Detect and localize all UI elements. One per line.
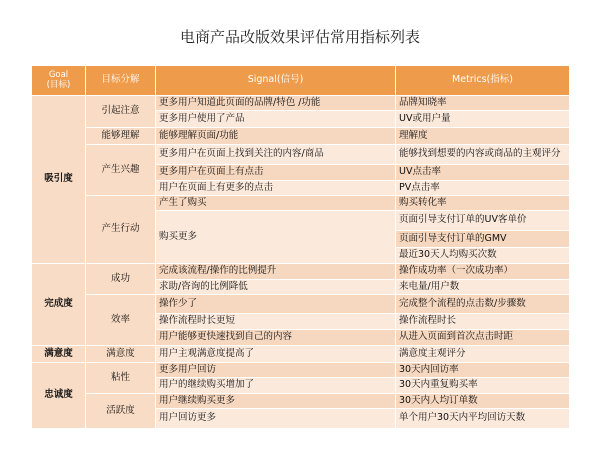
- metric-cell: 30天内人均订单数: [396, 394, 570, 409]
- metric-cell: 单个用户30天内平均回访天数: [396, 409, 570, 429]
- goal-attraction: 吸引度: [32, 96, 86, 264]
- category-activity: 活跃度: [86, 394, 156, 429]
- category-efficiency: 效率: [86, 295, 156, 346]
- signal-cell: 更多用户使用了产品: [156, 111, 396, 128]
- metric-cell: 理解度: [396, 128, 570, 145]
- header-goal-line1: Goal: [48, 69, 69, 80]
- signal-cell: 能够理解页面/功能: [156, 128, 396, 145]
- metric-cell: 能够找到想要的内容或商品的主观评分: [396, 145, 570, 165]
- signal-cell: 更多用户回访: [156, 363, 396, 378]
- page-title: 电商产品改版效果评估常用指标列表: [179, 28, 420, 46]
- category-interest: 产生兴趣: [86, 145, 156, 196]
- signal-cell: 用户的继续购买增加了: [156, 378, 396, 394]
- metric-cell: 来电量/用户数: [396, 280, 570, 295]
- signal-cell: 完成该流程/操作的比例提升: [156, 264, 396, 280]
- goal-loyalty: 忠诚度: [32, 363, 86, 429]
- metric-cell: 完成整个流程的点击数/步骤数: [396, 295, 570, 314]
- category-stickiness: 粘性: [86, 363, 156, 394]
- signal-cell: 用户继续购买更多: [156, 394, 396, 409]
- signal-cell: 产生了购买: [156, 196, 396, 211]
- signal-cell: 用户能够更快速找到自己的内容: [156, 330, 396, 346]
- signal-cell: 操作流程时长更短: [156, 314, 396, 330]
- header-goal: [32, 66, 86, 96]
- category-satisfaction: 满意度: [86, 346, 156, 363]
- metric-cell: 操作流程时长: [396, 314, 570, 330]
- signal-cell: 操作少了: [156, 295, 396, 314]
- category-attention: 引起注意: [86, 96, 156, 128]
- metric-cell: UV点击率: [396, 165, 570, 181]
- category-success: 成功: [86, 264, 156, 295]
- metric-cell: 最近30天人均购买次数: [396, 248, 570, 264]
- signal-cell: 更多用户在页面上找到关注的内容/商品: [156, 145, 396, 165]
- signal-cell: 求助/咨询的比例降低: [156, 280, 396, 295]
- metric-cell: 页面引导支付订单的GMV: [396, 231, 570, 248]
- signal-cell: 用户在页面上有更多的点击: [156, 181, 396, 196]
- metric-cell: UV或用户量: [396, 111, 570, 128]
- signal-cell: 用户主观满意度提高了: [156, 346, 396, 363]
- metric-cell: 页面引导支付订单的UV客单价: [396, 211, 570, 231]
- header-goal-line2: (目标): [46, 79, 71, 90]
- header-signal: Signal(信号): [156, 66, 396, 96]
- header-metrics: Metrics(指标): [396, 66, 570, 96]
- goal-satisfaction: 满意度: [32, 346, 86, 363]
- category-action: 产生行动: [86, 196, 156, 264]
- metric-cell: 30天内回访率: [396, 363, 570, 378]
- header-category: 目标分解: [86, 66, 156, 96]
- signal-cell: 更多用户知道此页面的品牌/特色 /功能: [156, 96, 396, 111]
- signal-cell: 更多用户在页面上有点击: [156, 165, 396, 181]
- signal-cell: 用户回访更多: [156, 409, 396, 429]
- category-understand: 能够理解: [86, 128, 156, 145]
- metric-cell: 品牌知晓率: [396, 96, 570, 111]
- metric-cell: 满意度主观评分: [396, 346, 570, 363]
- metric-cell: 从进入页面到首次点击时距: [396, 330, 570, 346]
- metrics-table: [32, 66, 570, 429]
- metric-cell: 30天内重复购买率: [396, 378, 570, 394]
- metric-cell: 购买转化率: [396, 196, 570, 211]
- metric-cell: PV点击率: [396, 181, 570, 196]
- goal-completion: 完成度: [32, 264, 86, 346]
- metric-cell: 操作成功率（一次成功率）: [396, 264, 570, 280]
- signal-cell: 购买更多: [156, 211, 396, 264]
